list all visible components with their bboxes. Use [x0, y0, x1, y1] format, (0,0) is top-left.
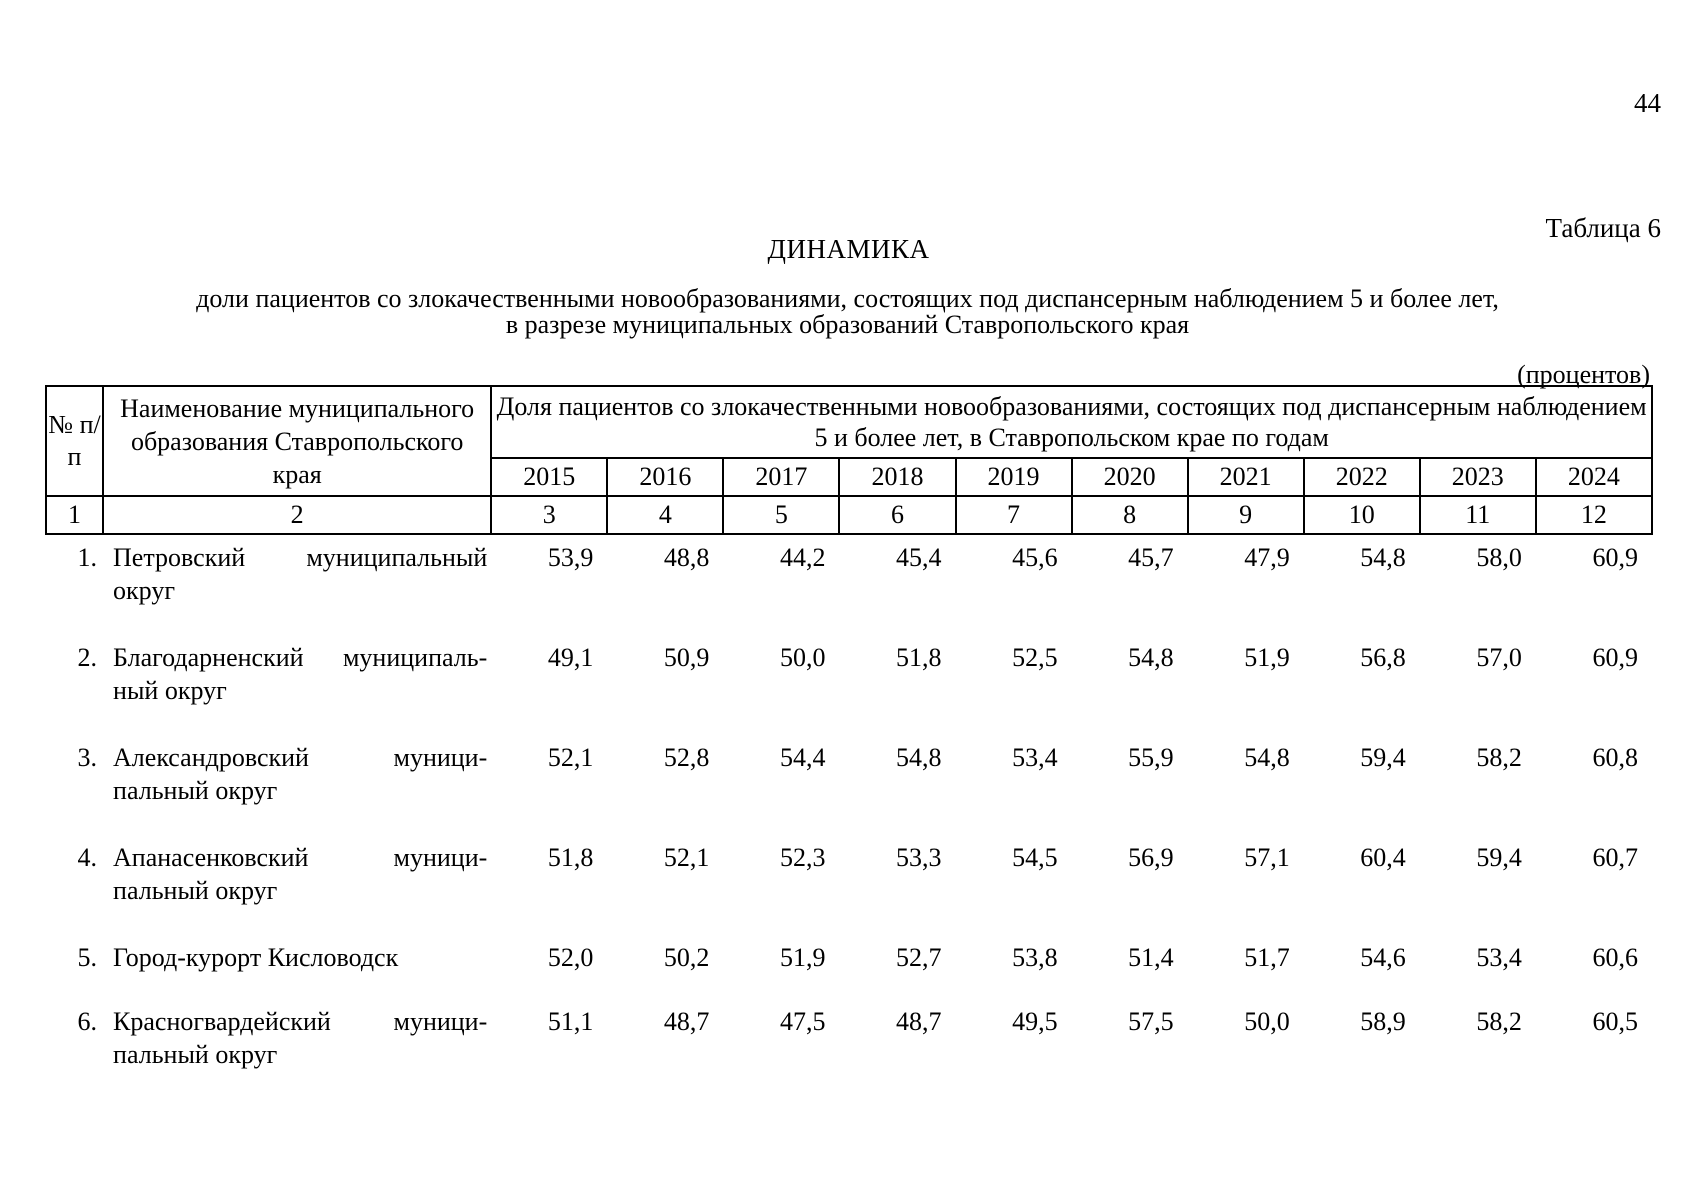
- value-cell: 53,9: [547, 543, 594, 572]
- value-cell: 58,9: [1360, 1007, 1406, 1036]
- value-cell: 54,5: [1012, 843, 1058, 872]
- value-cell: 51,9: [1244, 643, 1290, 672]
- value-cell: 54,8: [1244, 743, 1290, 772]
- header-number: № п/п: [46, 386, 103, 496]
- value-cell: 48,7: [663, 1007, 710, 1036]
- row-number: 6.: [77, 1007, 98, 1036]
- column-number: 7: [956, 496, 1072, 534]
- value-cell: 52,8: [663, 743, 710, 772]
- table-row: [46, 735, 1652, 835]
- column-number: 12: [1536, 496, 1652, 534]
- value-cell: 57,5: [1128, 1007, 1174, 1036]
- value-cell: 45,7: [1128, 543, 1174, 572]
- value-cell: 52,5: [1012, 643, 1058, 672]
- value-cell: 52,0: [547, 943, 594, 972]
- municipality-name: Апанасенковский муници-пальный округ: [113, 843, 488, 905]
- value-cell: 50,0: [1244, 1007, 1290, 1036]
- column-number: 5: [723, 496, 839, 534]
- value-cell: 59,4: [1360, 743, 1406, 772]
- value-cell: 54,6: [1360, 943, 1406, 972]
- header-name: Наименование муниципального образования Ставропольского края: [103, 386, 491, 496]
- value-cell: 52,1: [663, 843, 710, 872]
- units-note: (процентов): [1517, 360, 1650, 389]
- header-year: 2018: [839, 458, 955, 496]
- value-cell: 53,4: [1476, 943, 1522, 972]
- value-cell: 52,1: [547, 743, 594, 772]
- column-number: 10: [1304, 496, 1420, 534]
- value-cell: 48,7: [896, 1007, 942, 1036]
- value-cell: 54,8: [896, 743, 942, 772]
- value-cell: 60,4: [1360, 843, 1406, 872]
- municipality-name: Город-курорт Кисловодск: [113, 943, 399, 972]
- value-cell: 51,4: [1128, 943, 1174, 972]
- data-table: [45, 385, 1653, 1086]
- value-cell: 53,8: [1012, 943, 1058, 972]
- row-number: 4.: [77, 843, 98, 872]
- value-cell: 50,9: [663, 643, 710, 672]
- value-cell: 59,4: [1476, 843, 1522, 872]
- value-cell: 53,3: [896, 843, 942, 872]
- header-year: 2022: [1304, 458, 1420, 496]
- header-year: 2015: [491, 458, 607, 496]
- page-number: 44: [1634, 88, 1661, 118]
- row-number: 1.: [77, 543, 98, 572]
- value-cell: 47,9: [1244, 543, 1290, 572]
- value-cell: 52,7: [896, 943, 942, 972]
- row-number: 2.: [77, 643, 98, 672]
- column-number: 9: [1188, 496, 1304, 534]
- header-share-group: Доля пациентов со злокачественными новообразованиями, состоящих под диспансерным наблюдением 5 и более лет, в Ставропольском крае по годам: [491, 386, 1652, 458]
- header-year: 2017: [723, 458, 839, 496]
- value-cell: 60,9: [1592, 643, 1638, 672]
- document-title: ДИНАМИКА: [767, 234, 930, 264]
- table-row: [46, 534, 1652, 635]
- row-number: 3.: [77, 743, 98, 772]
- table-row: [46, 835, 1652, 935]
- value-cell: 58,0: [1476, 543, 1522, 572]
- value-cell: 48,8: [663, 543, 710, 572]
- column-number: 11: [1420, 496, 1536, 534]
- value-cell: 60,9: [1592, 543, 1638, 572]
- municipality-name: Благодарненский муниципаль-ный округ: [113, 643, 488, 705]
- table-body: [46, 534, 1652, 1086]
- row-number: 5.: [77, 943, 98, 972]
- value-cell: 58,2: [1476, 1007, 1522, 1036]
- column-number: 8: [1072, 496, 1188, 534]
- table-row: [46, 999, 1652, 1086]
- document-subtitle: [120, 286, 1575, 338]
- value-cell: 51,8: [896, 643, 942, 672]
- value-cell: 45,4: [896, 543, 942, 572]
- value-cell: 51,9: [779, 943, 826, 972]
- table-label: Таблица 6: [1545, 213, 1661, 243]
- value-cell: 57,1: [1244, 843, 1290, 872]
- header-year: 2019: [956, 458, 1072, 496]
- value-cell: 55,9: [1128, 743, 1174, 772]
- value-cell: 60,8: [1592, 743, 1638, 772]
- value-cell: 50,2: [663, 943, 710, 972]
- value-cell: 54,4: [779, 743, 826, 772]
- value-cell: 60,7: [1592, 843, 1638, 872]
- value-cell: 52,3: [779, 843, 826, 872]
- value-cell: 54,8: [1128, 643, 1174, 672]
- header-year: 2020: [1072, 458, 1188, 496]
- municipality-name: Александровский муници-пальный округ: [113, 743, 488, 805]
- table-row: [46, 935, 1652, 999]
- column-number: 3: [491, 496, 607, 534]
- column-number: 2: [103, 496, 491, 534]
- value-cell: 45,6: [1012, 543, 1058, 572]
- value-cell: 56,9: [1128, 843, 1174, 872]
- value-cell: 54,8: [1360, 543, 1406, 572]
- value-cell: 44,2: [779, 543, 826, 572]
- value-cell: 50,0: [779, 643, 826, 672]
- value-cell: 60,6: [1592, 943, 1638, 972]
- value-cell: 49,5: [1012, 1007, 1058, 1036]
- value-cell: 60,5: [1592, 1007, 1638, 1036]
- table-row: [46, 635, 1652, 735]
- column-number: 6: [839, 496, 955, 534]
- column-number: 1: [46, 496, 103, 534]
- value-cell: 47,5: [779, 1007, 826, 1036]
- value-cell: 51,7: [1244, 943, 1290, 972]
- value-cell: 49,1: [547, 643, 594, 672]
- value-cell: 51,1: [547, 1007, 594, 1036]
- value-cell: 58,2: [1476, 743, 1522, 772]
- header-year: 2024: [1536, 458, 1652, 496]
- header-year: 2023: [1420, 458, 1536, 496]
- municipality-name: Петровский муниципальный округ: [113, 543, 488, 605]
- header-year: 2021: [1188, 458, 1304, 496]
- value-cell: 57,0: [1476, 643, 1522, 672]
- value-cell: 51,8: [547, 843, 594, 872]
- subtitle-line-2: в разрезе муниципальных образований Ставропольского края: [505, 310, 1190, 339]
- subtitle-line-1: доли пациентов со злокачественными новообразованиями, состоящих под диспансерным наблюдением 5 и более лет,: [196, 284, 1499, 313]
- value-cell: 53,4: [1012, 743, 1058, 772]
- table-header: [46, 386, 1652, 534]
- value-cell: 56,8: [1360, 643, 1406, 672]
- municipality-name: Красногвардейский муници-пальный округ: [113, 1007, 488, 1069]
- column-number: 4: [607, 496, 723, 534]
- header-year: 2016: [607, 458, 723, 496]
- header-column-numbers-row: [46, 496, 1652, 534]
